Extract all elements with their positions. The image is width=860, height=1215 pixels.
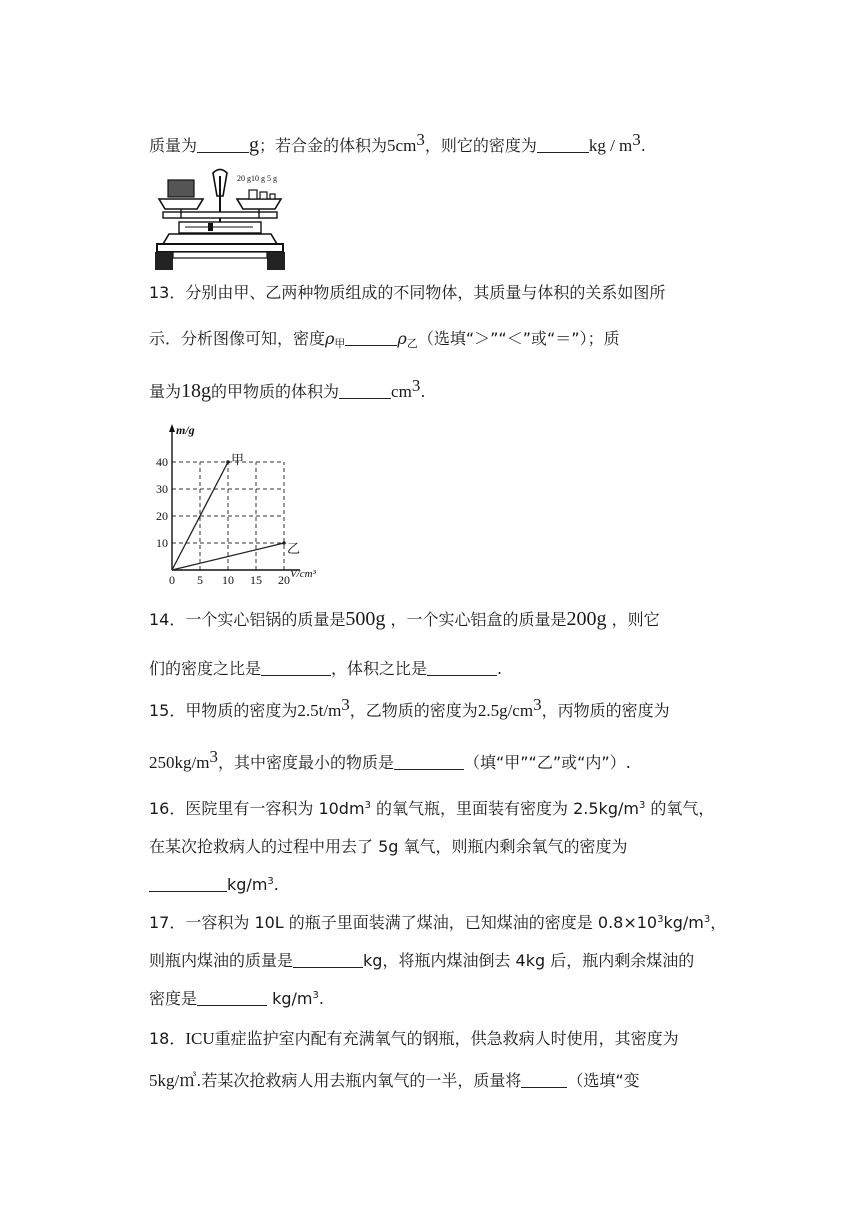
y-tick-label: 10 — [156, 536, 168, 550]
series-label: 乙 — [287, 541, 301, 556]
q17-line-2: 则瓶内煤油的质量是 kg，将瓶内煤油倒去 4kg 后，瓶内剩余煤油的 — [149, 951, 695, 970]
y-tick-label: 40 — [156, 455, 168, 469]
q17-line-1: 17．一容积为 10L 的瓶子里面装满了煤油，已知煤油的密度是 $0.8\times 10^3kg/m^3$， — [149, 913, 727, 932]
answer-blank[interactable] — [394, 753, 464, 770]
answer-blank[interactable] — [197, 989, 267, 1006]
q12-answer-line: 质量为 g；若合金的体积为$5cm^3$，则它的密度为 kg / $m^3$. — [149, 130, 646, 156]
series-label: 甲 — [231, 452, 245, 467]
q13-line-1: 13．分别由甲、乙两种物质组成的不同物体，其质量与体积的关系如图所 — [149, 283, 666, 302]
block-on-pan — [168, 180, 194, 197]
mass-volume-chart — [140, 418, 340, 586]
answer-blank[interactable] — [261, 659, 331, 676]
answer-blank[interactable] — [427, 659, 497, 676]
x-tick-label: 10 — [222, 573, 234, 586]
q15-line-2: $250kg/m^3$，其中密度最小的物质是 （填“甲”“乙”或“内”）. — [149, 747, 631, 772]
weights-label: 20 g10 g 5 g — [237, 174, 277, 183]
x-axis-label: V/cm³ — [290, 568, 316, 580]
answer-blank[interactable] — [293, 951, 363, 968]
x-tick-label: 15 — [250, 573, 262, 586]
balance-figure — [153, 168, 293, 272]
q14-line-2: 们的密度之比是 ，体积之比是 . — [149, 659, 503, 678]
y-axis-label: m/g — [176, 423, 195, 437]
q18-line-2: 5kg/㎥.若某次抢救病人用去瓶内氧气的一半，质量将 （选填“变 — [149, 1071, 640, 1090]
answer-blank[interactable] — [197, 136, 249, 153]
x-tick-label: 20 — [278, 573, 290, 586]
answer-blank[interactable] — [149, 875, 227, 892]
q17-line-3: 密度是 $kg/m^3$. — [149, 989, 324, 1008]
data-point — [282, 541, 286, 545]
x-tick-label: 5 — [197, 573, 203, 586]
answer-blank[interactable] — [345, 329, 397, 346]
q18-line-1: 18．ICU重症监护室内配有充满氧气的钢瓶，供急救病人时使用，其密度为 — [149, 1029, 679, 1048]
q15-line-1: 15．甲物质的密度为$2.5t/m^3$，乙物质的密度为$2.5g/cm^3$，丙物质的密度为 — [149, 695, 670, 720]
q13-line-3: 量为18g的甲物质的体积为 $cm^3$. — [149, 376, 426, 402]
q16-line-2: 在某次抢救病人的过程中用去了 5g 氧气，则瓶内剩余氧气的密度为 — [149, 837, 628, 856]
y-tick-label: 20 — [156, 509, 168, 523]
q16-line-1: 16．医院里有一容积为 $10dm^3$ 的氧气瓶，里面装有密度为 $2.5kg/m^3$ 的氧气， — [149, 799, 715, 818]
y-axis-arrow — [169, 424, 175, 432]
q14-line-1: 14．一个实心铝锅的质量是500g ，一个实心铝盒的质量是200g ，则它 — [149, 608, 660, 630]
q16-line-3: $kg/m^3$. — [149, 874, 730, 896]
y-tick-label: 30 — [156, 482, 168, 496]
data-point — [226, 460, 230, 464]
answer-blank[interactable] — [537, 136, 589, 153]
q13-line-2: 示．分析图像可知，密度$\rho_甲$ $\rho_乙$（选填“＞”“＜”或“＝”）；质 — [149, 329, 620, 350]
answer-blank[interactable] — [339, 382, 391, 399]
answer-blank[interactable] — [521, 1071, 567, 1088]
x-tick-label: 0 — [169, 573, 175, 586]
